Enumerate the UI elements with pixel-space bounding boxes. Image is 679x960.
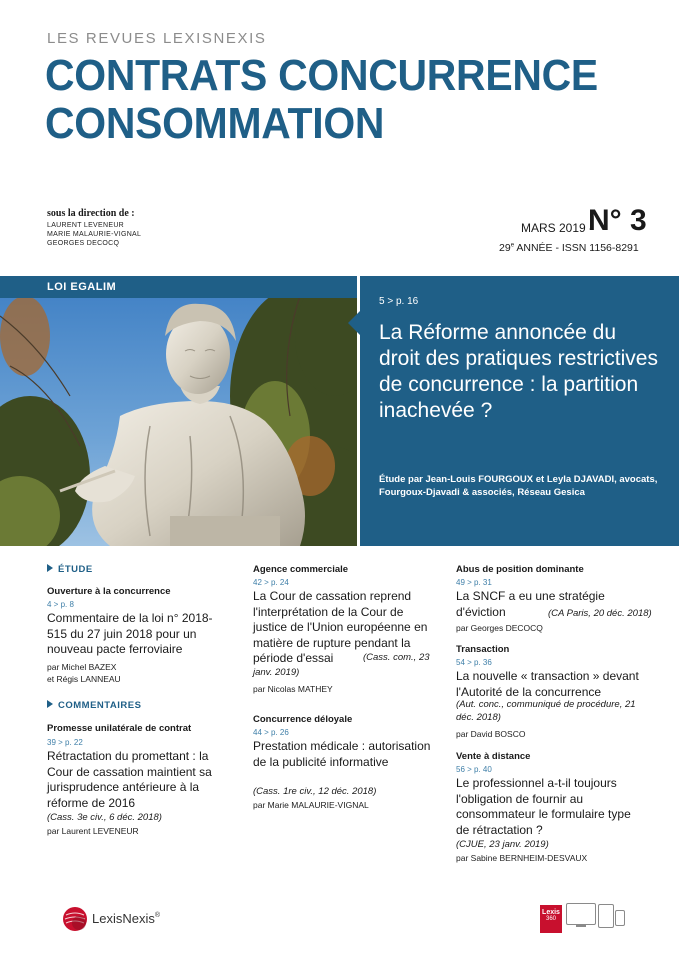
- article-heading: Abus de position dominante: [456, 564, 584, 575]
- issue-number: N° 3: [588, 204, 647, 237]
- badge-line-2: 360: [545, 916, 556, 922]
- panel-pointer: [348, 311, 360, 335]
- article-heading: Vente à distance: [456, 751, 531, 762]
- article-source: (Cass. 1re civ., 12 déc. 2018): [253, 786, 377, 797]
- article-author: par Laurent LEVENEUR: [47, 826, 139, 836]
- article-ref: 39 > p. 22: [47, 738, 83, 747]
- direction-label: sous la direction de :: [47, 208, 135, 219]
- article-title: La Cour de cassation reprend l'interprétation de la Cour de justice de l'Union européenne en matière de rupture pendant la période d'essai: [253, 589, 428, 665]
- article-title: Commentaire de la loi n° 2018-515 du 27 juin 2018 pour un nouveau pacte ferroviaire: [47, 611, 213, 656]
- series-name: LES REVUES LEXISNEXIS: [47, 30, 267, 47]
- feature-study: Étude par Jean-Louis FOURGOUX et Leyla DJAVADI, avocats, Fourgoux-Djavadi & associés, Réseau Gesica: [379, 474, 658, 498]
- feature-title: La Réforme annoncée du droit des pratiques restrictives de concurrence : la partition inachevée ?: [379, 321, 658, 422]
- publisher-mark: ®: [154, 912, 161, 919]
- feature-ref: 5 > p. 16: [379, 296, 419, 307]
- article-author: par Marie MALAURIE-VIGNAL: [253, 800, 369, 810]
- section-etude-label: ÉTUDE: [58, 564, 93, 575]
- journal-title-line-1: CONTRATS CONCURRENCE: [45, 51, 598, 100]
- desktop-stand-icon: [576, 925, 586, 927]
- badge-line-1: Lexis: [542, 909, 560, 916]
- journal-title: [45, 52, 598, 148]
- issue-year-issn: [499, 242, 639, 254]
- article-author: par Nicolas MATHEY: [253, 684, 333, 694]
- lexis360-badge: [540, 905, 562, 933]
- article-heading: Transaction: [456, 644, 510, 655]
- article-author: et Régis LANNEAU: [47, 674, 121, 684]
- director-name: GEORGES DECOCQ: [47, 240, 120, 247]
- article-source: (CJUE, 23 janv. 2019): [456, 839, 549, 850]
- article-ref: 56 > p. 40: [456, 765, 492, 774]
- article-heading: Agence commerciale: [253, 564, 349, 575]
- article-title: Rétractation du promettant : la Cour de cassation maintient sa jurisprudence antérieure à la réforme de 2016: [47, 749, 212, 810]
- article-author: par Michel BAZEX: [47, 662, 117, 672]
- article-heading: Ouverture à la concurrence: [47, 586, 171, 597]
- article-author: par Sabine BERNHEIM-DESVAUX: [456, 853, 588, 863]
- article-author: par Georges DECOCQ: [456, 623, 543, 633]
- article-source: (Cass. 3e civ., 6 déc. 2018): [47, 812, 162, 823]
- article-ref: 4 > p. 8: [47, 600, 74, 609]
- section-commentaires-label: COMMENTAIRES: [58, 700, 142, 711]
- year-number: 29: [499, 242, 511, 254]
- phone-device-icon: [615, 910, 625, 926]
- issue-date: MARS 2019 -: [521, 221, 594, 235]
- article-source: (Aut. conc., communiqué de procédure, 21 déc. 2018): [456, 699, 636, 723]
- article-title: Le professionnel a-t-il toujours l'obligation de fournir au consommateur le formulaire type de rétractation ?: [456, 776, 631, 837]
- triangle-icon: [47, 564, 53, 572]
- article-heading: Concurrence déloyale: [253, 714, 353, 725]
- director-name: LAURENT LEVENEUR: [47, 222, 125, 229]
- article-heading: Promesse unilatérale de contrat: [47, 723, 192, 734]
- statue-photo: [0, 276, 357, 546]
- article-ref: 54 > p. 36: [456, 658, 492, 667]
- publisher-name: [92, 911, 160, 926]
- statue-illustration: [0, 276, 357, 546]
- article-ref: 42 > p. 24: [253, 578, 289, 587]
- journal-title-line-2: CONSOMMATION: [45, 99, 385, 148]
- article-title: La nouvelle « transaction » devant l'Autorité de la concurrence: [456, 669, 639, 699]
- director-name: MARIE MALAURIE-VIGNAL: [47, 231, 142, 238]
- article-source: (Cass. com., 23 janv. 2019): [253, 652, 430, 678]
- section-band-label: LOI EGALIM: [47, 281, 117, 293]
- article-author: par David BOSCO: [456, 729, 526, 739]
- triangle-icon: [47, 700, 53, 708]
- tablet-device-icon: [598, 904, 614, 928]
- article-ref: 49 > p. 31: [456, 578, 492, 587]
- article-title: La SNCF a eu une stratégie d'éviction: [456, 589, 605, 619]
- year-suffix: e: [510, 242, 515, 249]
- desktop-device-icon: [566, 903, 596, 925]
- section-etude: [47, 564, 93, 575]
- article-ref: 44 > p. 26: [253, 728, 289, 737]
- article-source: (CA Paris, 20 déc. 2018): [548, 608, 652, 619]
- issn-text: ANNÉE - ISSN 1156-8291: [514, 242, 639, 254]
- lexisnexis-logo-icon: [62, 906, 88, 932]
- section-commentaires: [47, 700, 141, 711]
- article-title: Prestation médicale : autorisation de la publicité informative: [253, 739, 431, 769]
- publisher-name-text: LexisNexis: [92, 911, 155, 926]
